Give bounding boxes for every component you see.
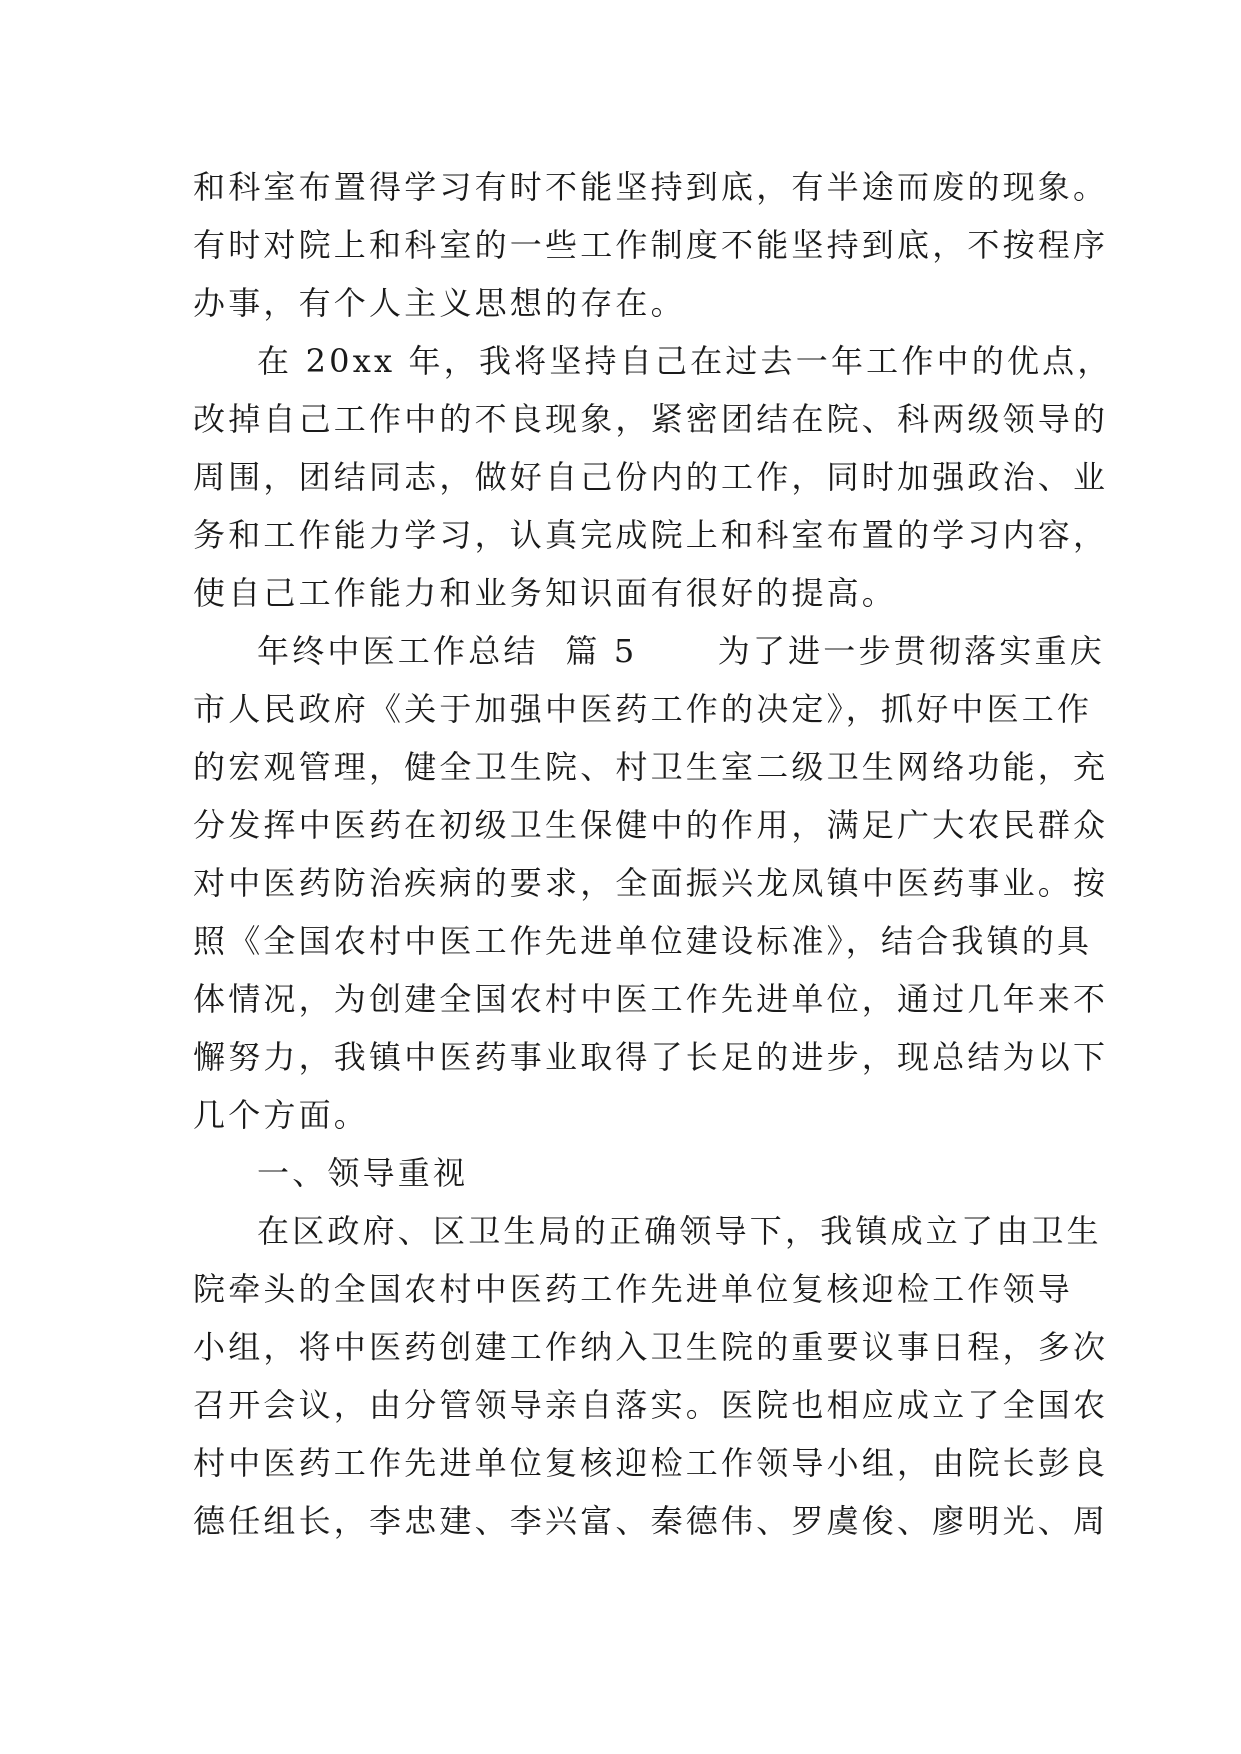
body-text bbox=[193, 158, 1113, 1550]
text-line: 办事，有个人主义思想的存在。 bbox=[193, 284, 686, 322]
text-line: 的宏观管理，健全卫生院、村卫生室二级卫生网络功能，充 bbox=[193, 748, 1109, 786]
section-heading-line: 年终中医工作总结 篇 5 为了进一步贯彻落实重庆 bbox=[257, 632, 1105, 670]
text-line: 有时对院上和科室的一些工作制度不能坚持到底，不按程序 bbox=[193, 226, 1109, 264]
text-line: 村中医药工作先进单位复核迎检工作领导小组，由院长彭良 bbox=[193, 1444, 1109, 1482]
text-line: 召开会议，由分管领导亲自落实。医院也相应成立了全国农 bbox=[193, 1386, 1109, 1424]
text-line: 照《全国农村中医工作先进单位建设标准》，结合我镇的具 bbox=[193, 922, 1093, 960]
text-line: 务和工作能力学习，认真完成院上和科室布置的学习内容， bbox=[193, 516, 1109, 554]
text-line: 体情况，为创建全国农村中医工作先进单位，通过几年来不 bbox=[193, 980, 1109, 1018]
text-line: 懈努力，我镇中医药事业取得了长足的进步，现总结为以下 bbox=[193, 1038, 1109, 1076]
text-line: 市人民政府《关于加强中医药工作的决定》，抓好中医工作 bbox=[193, 690, 1093, 728]
text-line: 几个方面。 bbox=[193, 1096, 370, 1134]
text-line: 使自己工作能力和业务知识面有很好的提高。 bbox=[193, 574, 898, 612]
text-line: 对中医药防治疾病的要求，全面振兴龙凤镇中医药事业。按 bbox=[193, 864, 1109, 902]
text-line: 分发挥中医药在初级卫生保健中的作用，满足广大农民群众 bbox=[193, 806, 1109, 844]
text-line: 周围，团结同志，做好自己份内的工作，同时加强政治、业 bbox=[193, 458, 1109, 496]
text-line: 院牵头的全国农村中医药工作先进单位复核迎检工作领导 bbox=[193, 1270, 1074, 1308]
text-line: 和科室布置得学习有时不能坚持到底，有半途而废的现象。 bbox=[193, 168, 1109, 206]
text-line: 改掉自己工作中的不良现象，紧密团结在院、科两级领导的 bbox=[193, 400, 1109, 438]
text-line: 在区政府、区卫生局的正确领导下，我镇成立了由卫生 bbox=[257, 1212, 1102, 1250]
text-line: 小组，将中医药创建工作纳入卫生院的重要议事日程，多次 bbox=[193, 1328, 1109, 1366]
text-line: 德任组长，李忠建、李兴富、秦德伟、罗虞俊、廖明光、周 bbox=[193, 1502, 1109, 1540]
subheading-line: 一、领导重视 bbox=[257, 1154, 469, 1192]
text-line: 在 20xx 年，我将坚持自己在过去一年工作中的优点， bbox=[257, 342, 1113, 380]
